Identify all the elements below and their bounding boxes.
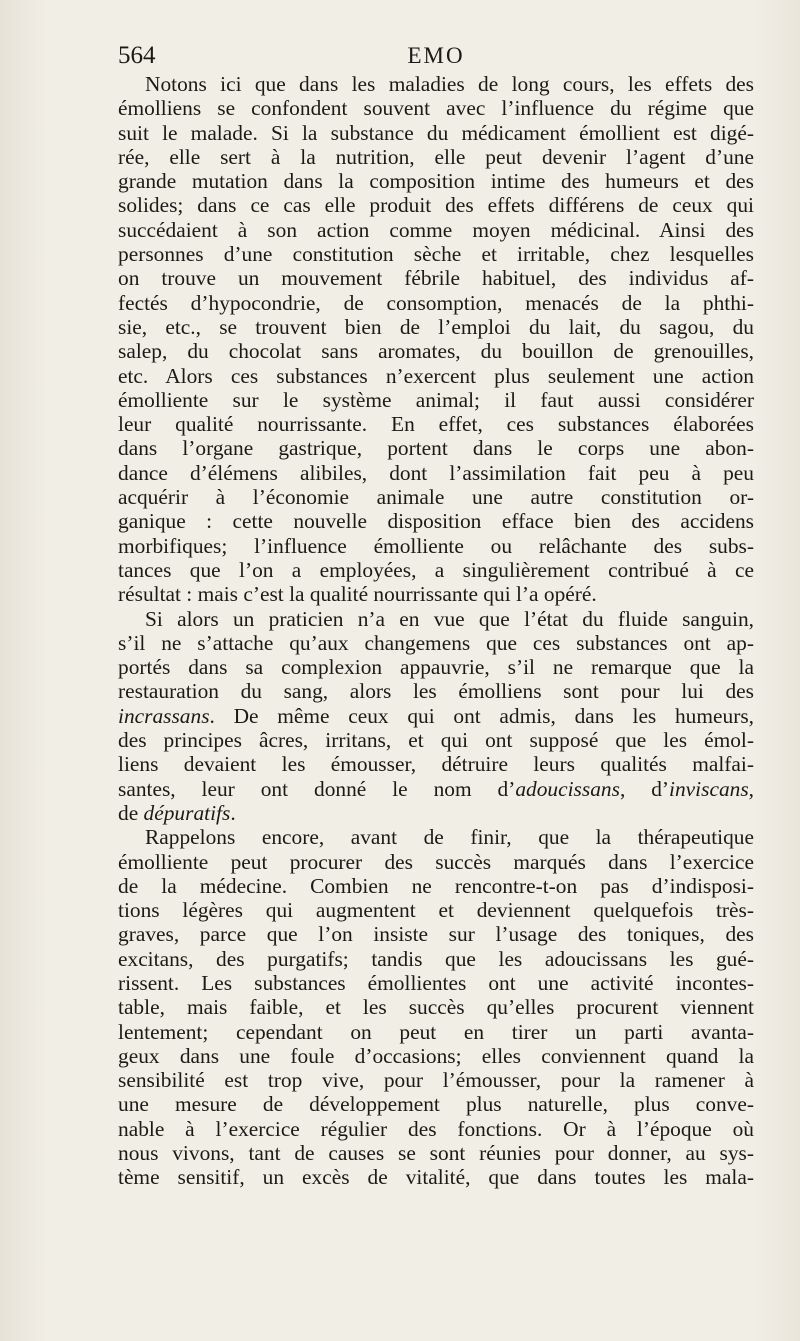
text-line: grande mutation dans la composition intime des humeurs et des bbox=[118, 169, 754, 194]
text-line: une mesure de développement plus naturelle, plus conve- bbox=[118, 1092, 754, 1117]
text-line: des principes âcres, irritans, et qui ont supposé que les émol- bbox=[118, 728, 754, 753]
text-line: solides; dans ce cas elle produit des effets différens de ceux qui bbox=[118, 193, 754, 218]
text-line: santes, leur ont donné le nom d’adoucissans, d’inviscans, bbox=[118, 776, 754, 801]
text-line: morbifiques; l’influence émolliente ou relâchante des subs- bbox=[118, 533, 754, 558]
text-line: succédaient à son action comme moyen médicinal. Ainsi des bbox=[118, 217, 754, 242]
text-line: excitans, des purgatifs; tandis que les adoucissans les gué- bbox=[118, 946, 754, 971]
text-line: nous vivons, tant de causes se sont réunies pour donner, au sys- bbox=[118, 1141, 754, 1166]
page-number: 564 bbox=[118, 42, 156, 69]
text-line: émolliente peut procurer des succès marqués dans l’exercice bbox=[118, 849, 754, 874]
text-line: résultat : mais c’est la qualité nourrissante qui l’a opéré. bbox=[118, 582, 597, 607]
text-line: incrassans. De même ceux qui ont admis, dans les humeurs, bbox=[118, 703, 754, 728]
text-line: personnes d’une constitution sèche et irritable, chez lesquelles bbox=[118, 242, 754, 267]
text-line: Si alors un praticien n’a en vue que l’état du fluide sanguin, bbox=[145, 606, 754, 631]
text-line: sie, etc., se trouvent bien de l’emploi du lait, du sagou, du bbox=[118, 314, 754, 339]
text-line: de la médecine. Combien ne rencontre-t-on pas d’indisposi- bbox=[118, 873, 754, 898]
text-line: tances que l’on a employées, a singulièrement contribué à ce bbox=[118, 557, 754, 582]
text-line: portés dans sa complexion appauvrie, s’il ne remarque que la bbox=[118, 655, 754, 680]
text-line: liens devaient les émousser, détruire leurs qualités malfai- bbox=[118, 752, 754, 777]
text-line: acquérir à l’économie animale une autre constitution or- bbox=[118, 485, 754, 510]
text-line: tème sensitif, un excès de vitalité, que dans toutes les mala- bbox=[118, 1165, 754, 1190]
text-line: s’il ne s’attache qu’aux changemens que ces substances ont ap- bbox=[118, 630, 754, 655]
text-line: émolliens se confondent souvent avec l’influence du régime que bbox=[118, 96, 754, 121]
text-line: rissent. Les substances émollientes ont une activité incontes- bbox=[118, 970, 754, 995]
text-line: geux dans une foule d’occasions; elles conviennent quand la bbox=[118, 1043, 754, 1068]
text-line: émolliente sur le système animal; il faut aussi considérer bbox=[118, 387, 754, 412]
text-line: etc. Alors ces substances n’exercent plus seulement une action bbox=[118, 363, 754, 388]
text-line: dance d’élémens alibiles, dont l’assimilation fait peu à peu bbox=[118, 460, 754, 485]
text-line: restauration du sang, alors les émolliens sont pour lui des bbox=[118, 679, 754, 704]
running-head: EMO bbox=[407, 43, 465, 68]
text-line: dans l’organe gastrique, portent dans le corps une abon- bbox=[118, 436, 754, 461]
text-line: on trouve un mouvement fébrile habituel, des individus af- bbox=[118, 266, 754, 291]
text-line: leur qualité nourrissante. En effet, ces substances élaborées bbox=[118, 412, 754, 437]
body-text bbox=[118, 72, 754, 1190]
text-line: tions légères qui augmentent et deviennent quelquefois très- bbox=[118, 898, 754, 923]
text-line: Notons ici que dans les maladies de long cours, les effets des bbox=[145, 72, 754, 96]
text-line: nable à l’exercice régulier des fonctions. Or à l’époque où bbox=[118, 1116, 754, 1141]
text-line: graves, parce que l’on insiste sur l’usage des toniques, des bbox=[118, 922, 754, 947]
text-line: ganique : cette nouvelle disposition efface bien des accidens bbox=[118, 509, 754, 534]
text-line: sensibilité est trop vive, pour l’émousser, pour la ramener à bbox=[118, 1068, 754, 1093]
text-line: de dépuratifs. bbox=[118, 800, 236, 825]
text-line: table, mais faible, et les succès qu’elles procurent viennent bbox=[118, 995, 754, 1020]
text-line: Rappelons encore, avant de finir, que la thérapeutique bbox=[145, 825, 754, 850]
text-line: lentement; cependant on peut en tirer un parti avanta- bbox=[118, 1019, 754, 1044]
text-line: fectés d’hypocondrie, de consomption, menacés de la phthi- bbox=[118, 290, 754, 315]
page-header bbox=[118, 40, 754, 74]
text-line: salep, du chocolat sans aromates, du bouillon de grenouilles, bbox=[118, 339, 754, 364]
text-line: rée, elle sert à la nutrition, elle peut devenir l’agent d’une bbox=[118, 144, 754, 169]
text-line: suit le malade. Si la substance du médicament émollient est digé- bbox=[118, 120, 754, 145]
